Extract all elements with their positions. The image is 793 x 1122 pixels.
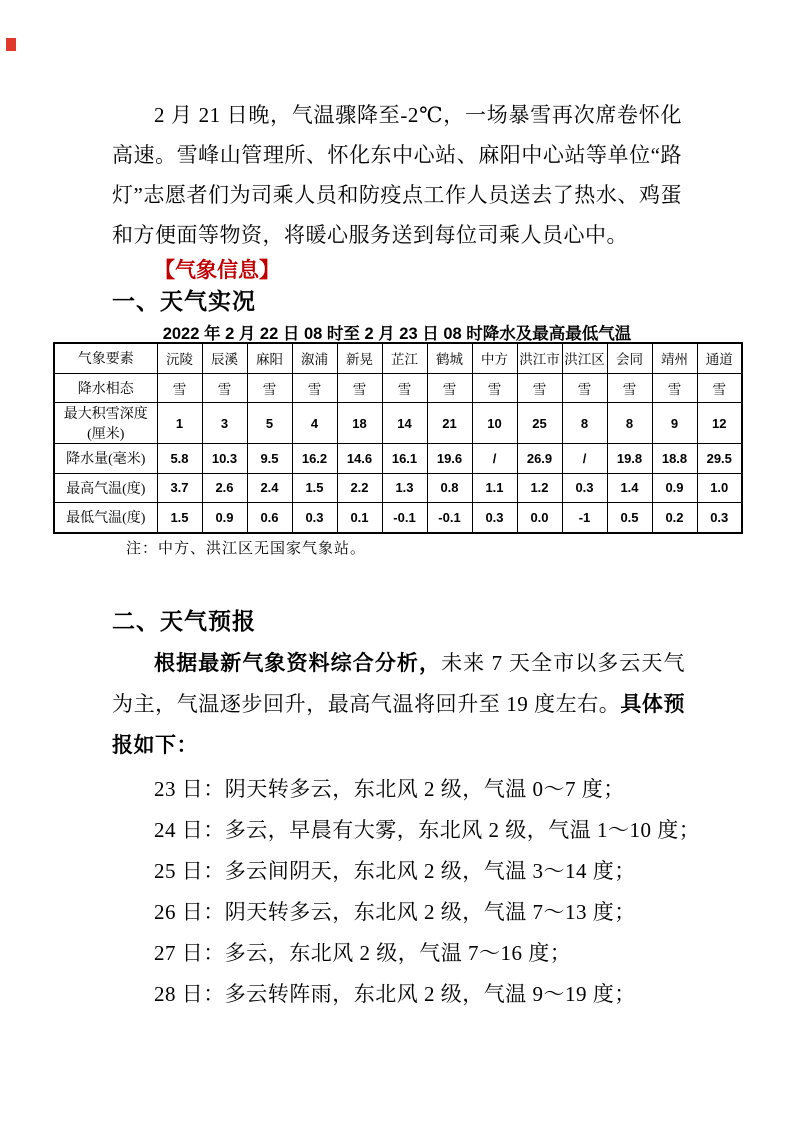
table-row [54,503,742,533]
table-cell: 鹤城 [427,343,472,373]
table-cell: 1.4 [607,473,652,503]
table-cell: 21 [427,403,472,444]
table-row [54,444,742,474]
table-label-cell: 气象要素 [54,343,157,373]
forecast-item: 25 日：多云间阴天，东北风 2 级，气温 3～14 度； [154,859,636,883]
table-cell: 1 [157,403,202,444]
table-cell: 雪 [292,373,337,403]
table-cell: 8 [562,403,607,444]
forecast-item: 26 日：阴天转多云，东北风 2 级，气温 7～13 度； [154,900,636,924]
red-stamp-mark [6,38,16,51]
table-cell: 12 [697,403,742,444]
table-cell: 1.3 [382,473,427,503]
table-cell: 18.8 [652,444,697,474]
table-cell: 19.8 [607,444,652,474]
intro-paragraph: 2 月 21 日晚，气温骤降至-2℃，一场暴雪再次席卷怀化高速。雪峰山管理所、怀化东中心站、麻阳中心站等单位“路灯”志愿者们为司乘人员和防疫点工作人员送去了热水、鸡蛋和方便面等物资，将暖心服务送到每位司乘人员心中。 [112,103,682,247]
table-cell: 2.2 [337,473,382,503]
table-cell: 雪 [697,373,742,403]
table-cell: 0.3 [472,503,517,533]
section-heading-weather-forecast: 二、天气预报 [112,608,256,634]
table-cell: 雪 [607,373,652,403]
table-cell: 芷江 [382,343,427,373]
table-cell: 0.2 [652,503,697,533]
table-cell: 0.6 [247,503,292,533]
table-header-row [54,343,742,373]
table-cell: 0.5 [607,503,652,533]
table-label-cell: 降水量(毫米) [54,444,157,474]
table-cell: 0.3 [292,503,337,533]
table-cell: 0.9 [652,473,697,503]
weather-info-heading: 【气象信息】 [154,259,280,282]
forecast-list [112,769,752,1015]
table-cell: -0.1 [427,503,472,533]
table-cell: 8 [607,403,652,444]
table-cell: 0.3 [697,503,742,533]
table-cell: 雪 [157,373,202,403]
table-cell: 14.6 [337,444,382,474]
table-cell: 沅陵 [157,343,202,373]
table-cell: 18 [337,403,382,444]
forecast-paragraph-bold-lead: 根据最新气象资料综合分析， [154,652,442,675]
section-heading-weather-actual: 一、天气实况 [112,288,256,314]
forecast-item: 28 日：多云转阵雨，东北风 2 级，气温 9～19 度； [154,982,636,1006]
table-cell: 10.3 [202,444,247,474]
table-cell: 4 [292,403,337,444]
table-cell: 洪江区 [562,343,607,373]
table-cell: 29.5 [697,444,742,474]
table-cell: 麻阳 [247,343,292,373]
forecast-item: 24 日：多云，早晨有大雾，东北风 2 级，气温 1～10 度； [154,818,701,842]
table-cell: 26.9 [517,444,562,474]
table-cell: 洪江市 [517,343,562,373]
table-cell: 雪 [517,373,562,403]
table-cell: 1.5 [292,473,337,503]
table-cell: 新晃 [337,343,382,373]
table-title: 2022 年 2 月 22 日 08 时至 2 月 23 日 08 时降水及最高最低气温 [162,325,632,343]
table-label-cell: 最大积雪深度(厘米) [54,403,157,444]
table-cell: 雪 [427,373,472,403]
table-row [54,473,742,503]
table-cell: 5.8 [157,444,202,474]
table-row [54,403,742,444]
forecast-paragraph-bold-tail: 具体预报如下： [112,693,686,757]
table-cell: 1.1 [472,473,517,503]
forecast-item: 27 日：多云，东北风 2 级，气温 7～16 度； [154,941,572,965]
table-cell: / [472,444,517,474]
table-cell: 5 [247,403,292,444]
table-label-cell: 最低气温(度) [54,503,157,533]
table-cell: 0.8 [427,473,472,503]
table-label-cell: 最高气温(度) [54,473,157,503]
table-cell: 10 [472,403,517,444]
table-row [54,373,742,403]
table-cell: 9 [652,403,697,444]
table-cell: 16.1 [382,444,427,474]
table-cell: 雪 [382,373,427,403]
table-cell: 1.2 [517,473,562,503]
table-cell: 0.0 [517,503,562,533]
table-cell: -1 [562,503,607,533]
table-cell: 雪 [337,373,382,403]
table-cell: / [562,444,607,474]
table-cell: 3 [202,403,247,444]
table-cell: 0.3 [562,473,607,503]
table-cell: 会同 [607,343,652,373]
forecast-paragraph-regular: 未来 7 天全市以多云天气为主，气温逐步回升，最高气温将回升至 19 度左右。 [112,651,686,716]
table-label-cell: 降水相态 [54,373,157,403]
table-cell: -0.1 [382,503,427,533]
table-cell: 2.6 [202,473,247,503]
table-cell: 靖州 [652,343,697,373]
table-cell: 雪 [247,373,292,403]
table-cell: 1.5 [157,503,202,533]
table-cell: 2.4 [247,473,292,503]
table-cell: 溆浦 [292,343,337,373]
table-cell: 19.6 [427,444,472,474]
table-cell: 中方 [472,343,517,373]
table-cell: 9.5 [247,444,292,474]
table-cell: 雪 [472,373,517,403]
table-cell: 0.1 [337,503,382,533]
forecast-paragraph [112,643,685,766]
table-cell: 辰溪 [202,343,247,373]
table-cell: 14 [382,403,427,444]
table-cell: 16.2 [292,444,337,474]
table-cell: 0.9 [202,503,247,533]
table-cell: 雪 [562,373,607,403]
table-cell: 通道 [697,343,742,373]
table-cell: 3.7 [157,473,202,503]
weather-table [53,342,743,534]
table-note: 注：中方、洪江区无国家气象站。 [126,541,367,557]
table-cell: 1.0 [697,473,742,503]
forecast-item: 23 日：阴天转多云，东北风 2 级，气温 0～7 度； [154,777,625,801]
table-cell: 雪 [652,373,697,403]
table-cell: 25 [517,403,562,444]
table-cell: 雪 [202,373,247,403]
